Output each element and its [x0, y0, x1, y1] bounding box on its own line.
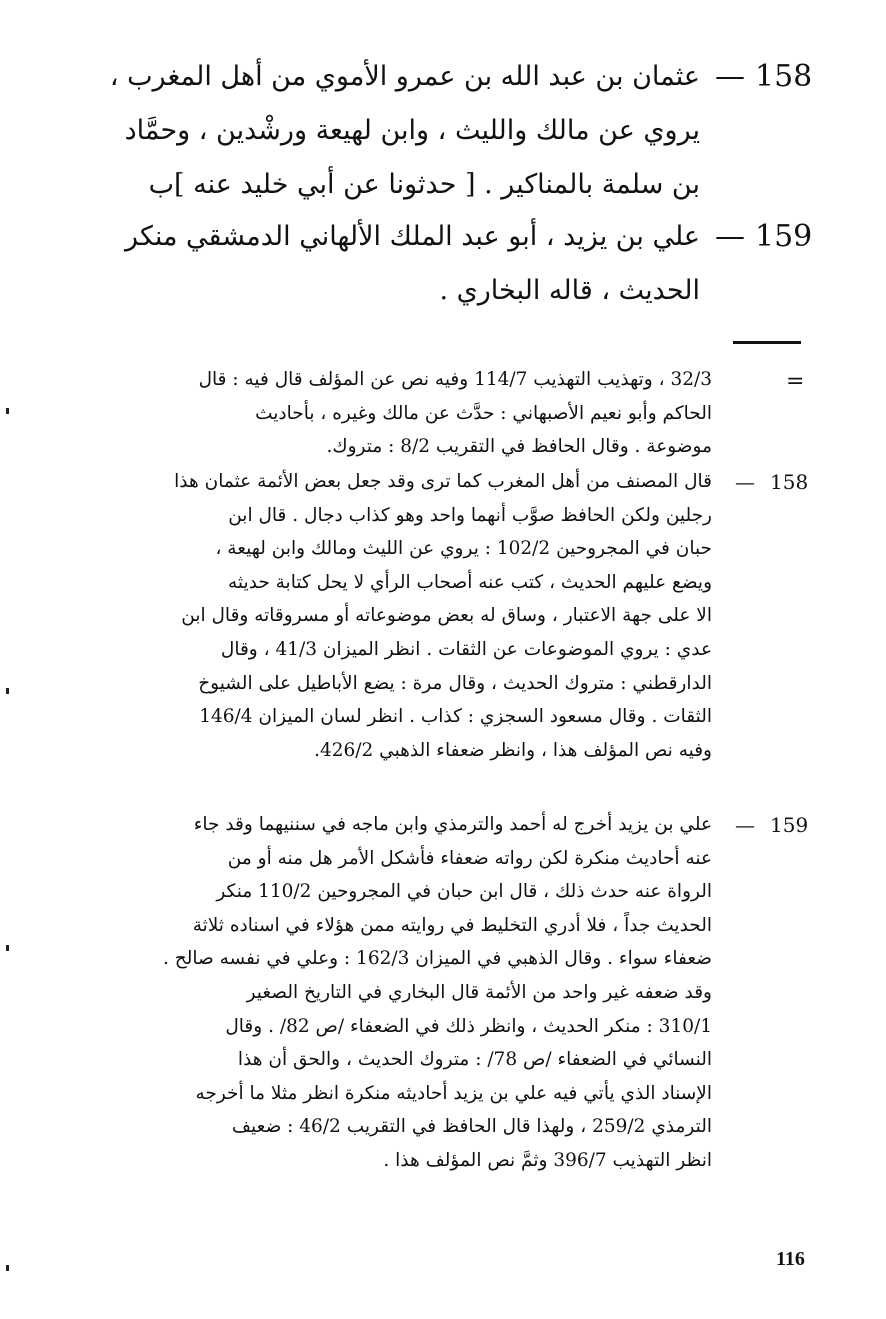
- entry-line: يروي عن مالك والليث ، وابن لهيعة ورشْدين ، وحمَّاد: [124, 115, 700, 146]
- footnote-line: انظر التهذيب 396/7 وثمَّ نص المؤلف هذا .: [383, 1149, 712, 1171]
- footnote-line: الا على جهة الاعتبار ، وساق له بعض موضوعاته أو مسروقاته وقال ابن: [181, 605, 712, 627]
- footnote-line: الحاكم وأبو نعيم الأصبهاني : حدَّث عن مالك وغيره ، بأحاديث: [255, 402, 712, 424]
- footnote-line: 310/1 : منكر الحديث ، وانظر ذلك في الضعفاء /ص 82/ . وقال: [225, 1015, 712, 1037]
- entry-line: الحديث ، قاله البخاري .: [439, 275, 700, 306]
- continuation-marker: =: [786, 369, 805, 394]
- footnote-line: الرواة عنه حدث ذلك ، قال ابن حبان في المجروحين 110/2 منكر: [216, 881, 712, 903]
- entry-number: 159: [755, 219, 813, 254]
- footnote-line: وفيه نص المؤلف هذا ، وانظر ضعفاء الذهبي 426/2.: [314, 739, 712, 761]
- scan-speck: [6, 688, 9, 694]
- footnote-line: وقد ضعفه غير واحد من الأئمة قال البخاري في التاريخ الصغير: [246, 981, 712, 1003]
- entry-dash: —: [715, 59, 745, 94]
- scan-speck: [6, 408, 9, 414]
- footnote-text: [117, 363, 712, 464]
- footnote-text: [117, 465, 712, 767]
- footnote-line: قال المصنف من أهل المغرب كما ترى وقد جعل بعض الأئمة عثمان هذا: [174, 471, 712, 492]
- page-number: 116: [776, 1248, 805, 1270]
- footnote-line: 32/3 ، وتهذيب التهذيب 114/7 وفيه نص عن المؤلف قال فيه : قال: [198, 369, 712, 390]
- footnote-line: رجلين ولكن الحافظ صوَّب أنهما واحد وهو كذاب دجال . قال ابن: [228, 504, 712, 526]
- footnote-dash: —: [735, 470, 755, 494]
- footnote-line: علي بن يزيد أخرج له أحمد والترمذي وابن ماجه في سننيهما وقد جاء: [193, 814, 712, 835]
- entry-text: [100, 210, 700, 318]
- footnote-line: عنه أحاديث منكرة لكن رواته ضعفاء فأشكل الأمر هل منه أو من: [227, 847, 712, 869]
- footnote-separator: [733, 341, 801, 344]
- footnote-line: الثقات . وقال مسعود السجزي : كذاب . انظر لسان الميزان 146/4: [199, 706, 712, 728]
- entry-line: عثمان بن عبد الله بن عمرو الأموي من أهل المغرب ،: [109, 61, 700, 92]
- footnote-line: عدي : يروي الموضوعات عن الثقات . انظر الميزان 41/3 ، وقال: [220, 638, 712, 660]
- footnote-number: 159: [770, 813, 809, 837]
- entry-line: بن سلمة بالمناكير . [ حدثونا عن أبي خليد عنه ]ب: [148, 169, 700, 200]
- footnote-line: الإسناد الذي يأتي فيه علي بن يزيد أحاديثه منكرة انظر مثلا ما أخرجه: [195, 1082, 712, 1104]
- entry-number: 158: [755, 59, 813, 94]
- entry-dash: —: [715, 219, 745, 254]
- footnote-text: [117, 808, 712, 1178]
- footnote-line: الدارقطني : متروك الحديث ، وقال مرة : يضع الأباطيل على الشيوخ: [198, 672, 712, 694]
- footnote-dash: —: [735, 813, 755, 837]
- scan-speck: [6, 945, 9, 951]
- footnote-line: الترمذي 259/2 ، ولهذا قال الحافظ في التقريب 46/2 : ضعيف: [231, 1116, 712, 1138]
- entry-line: علي بن يزيد ، أبو عبد الملك الألهاني الدمشقي منكر: [125, 221, 700, 252]
- footnote-line: الحديث جداً ، فلا أدري التخليط في روايته ممن هؤلاء في اسناده ثلاثة: [192, 914, 712, 936]
- scan-speck: [6, 1265, 9, 1271]
- footnote-line: ويضع عليهم الحديث ، كتب عنه أصحاب الرأي لا يحل كتابة حديثه: [227, 571, 712, 593]
- footnote-line: النسائي في الضعفاء /ص 78/ : متروك الحديث ، والحق أن هذا: [237, 1049, 712, 1071]
- footnote-line: موضوعة . وقال الحافظ في التقريب 8/2 : متروك.: [326, 436, 712, 458]
- footnote-number: 158: [770, 470, 809, 494]
- footnote-line: حبان في المجروحين 102/2 : يروي عن الليث ومالك وابن لهيعة ،: [215, 538, 712, 560]
- entry-text: [100, 50, 700, 212]
- footnote-line: ضعفاء سواء . وقال الذهبي في الميزان 162/3 : وعلي في نفسه صالح .: [163, 948, 712, 970]
